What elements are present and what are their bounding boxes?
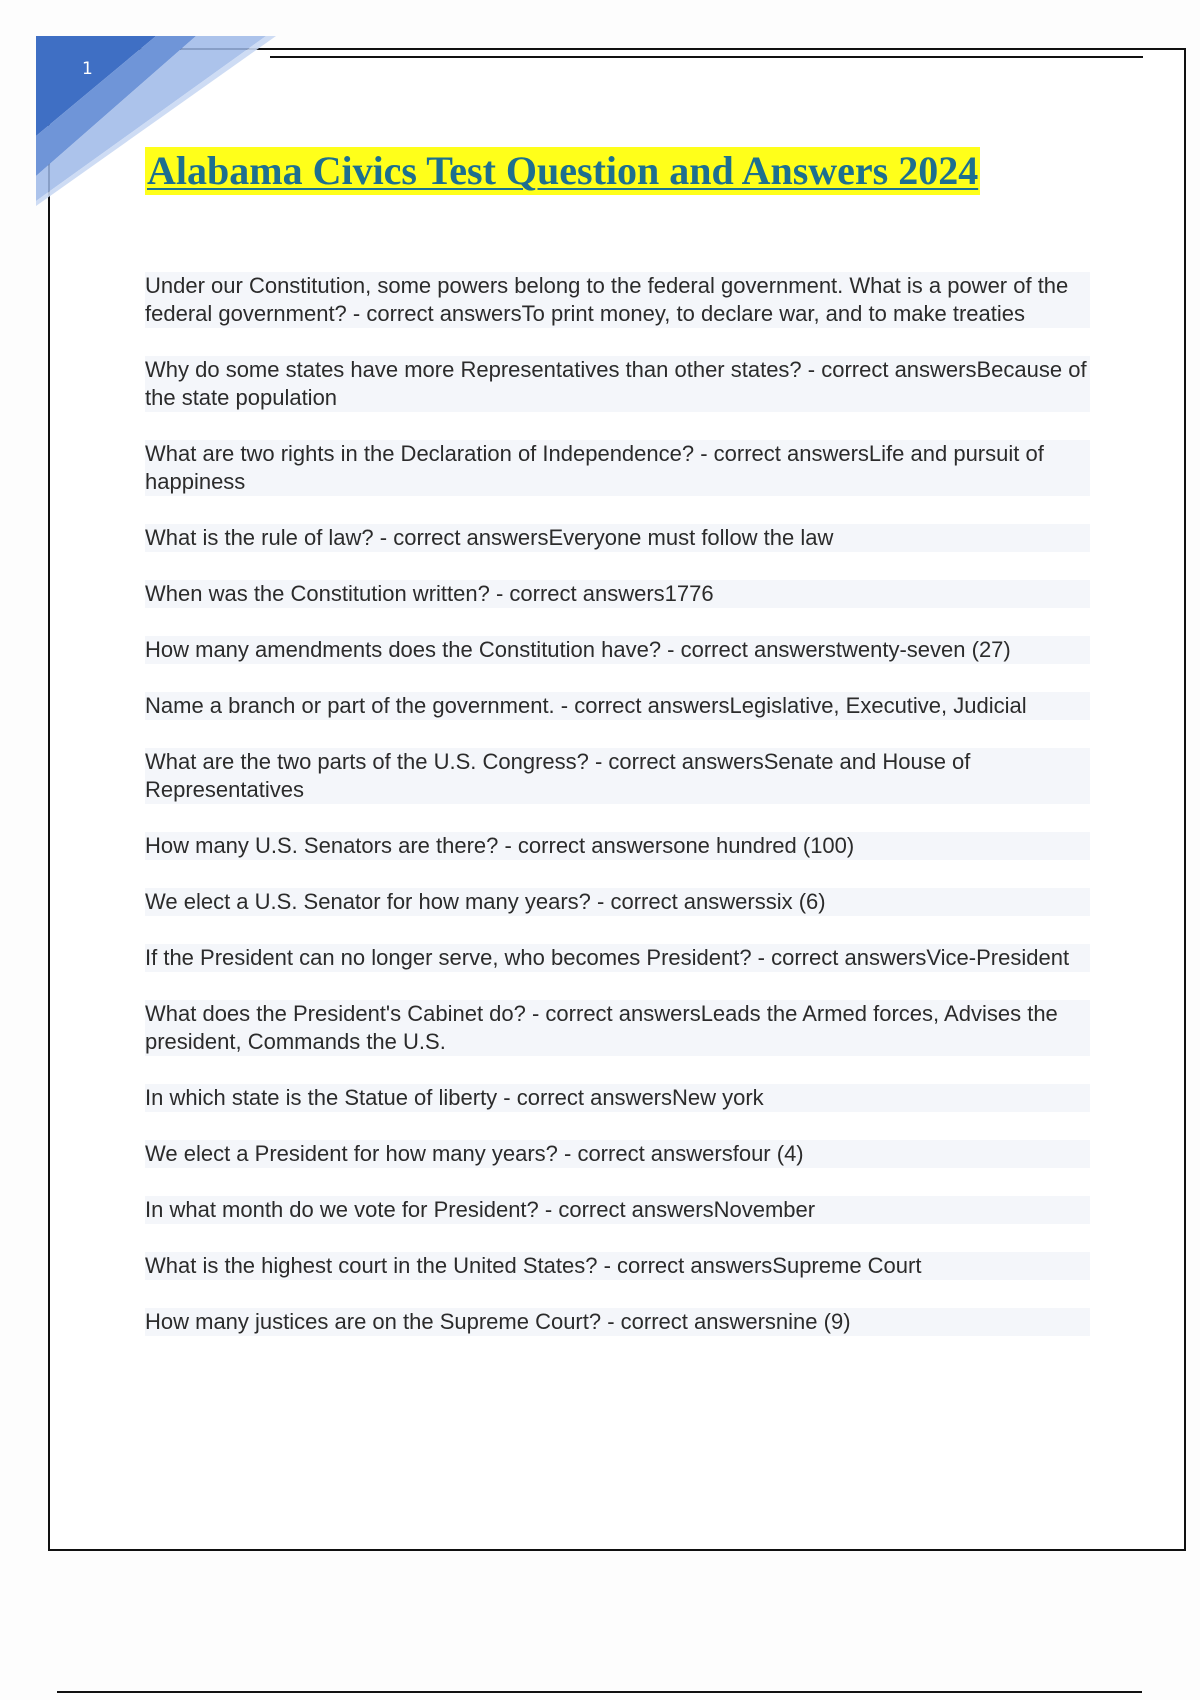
qa-item: If the President can no longer serve, who becomes President? - correct answersVice-President <box>145 944 1090 972</box>
header-rule <box>270 56 1143 58</box>
qa-item: What does the President's Cabinet do? - correct answersLeads the Armed forces, Advises the president, Commands the U.S. <box>145 1000 1090 1056</box>
title-block <box>145 147 1075 195</box>
page-number: 1 <box>82 59 93 79</box>
qa-item: What is the highest court in the United States? - correct answersSupreme Court <box>145 1252 1090 1280</box>
qa-item: What are two rights in the Declaration of Independence? - correct answersLife and pursuit of happiness <box>145 440 1090 496</box>
qa-item: We elect a U.S. Senator for how many years? - correct answerssix (6) <box>145 888 1090 916</box>
qa-item: How many amendments does the Constitution have? - correct answerstwenty-seven (27) <box>145 636 1090 664</box>
qa-item: Name a branch or part of the government. - correct answersLegislative, Executive, Judicial <box>145 692 1090 720</box>
qa-item: In which state is the Statue of liberty - correct answersNew york <box>145 1084 1090 1112</box>
qa-item: We elect a President for how many years? - correct answersfour (4) <box>145 1140 1090 1168</box>
qa-item: When was the Constitution written? - correct answers1776 <box>145 580 1090 608</box>
qa-item: What are the two parts of the U.S. Congress? - correct answersSenate and House of Representatives <box>145 748 1090 804</box>
qa-item: In what month do we vote for President? - correct answersNovember <box>145 1196 1090 1224</box>
qa-item: Under our Constitution, some powers belong to the federal government. What is a power of the federal government? - correct answersTo print money, to declare war, and to make treaties <box>145 272 1090 328</box>
document-title: Alabama Civics Test Question and Answers 2024 <box>147 148 979 193</box>
qa-item: How many justices are on the Supreme Court? - correct answersnine (9) <box>145 1308 1090 1336</box>
qa-list <box>145 272 1090 1364</box>
qa-item: How many U.S. Senators are there? - correct answersone hundred (100) <box>145 832 1090 860</box>
qa-item: Why do some states have more Representatives than other states? - correct answersBecause of the state population <box>145 356 1090 412</box>
qa-item: What is the rule of law? - correct answersEveryone must follow the law <box>145 524 1090 552</box>
footer-rule <box>57 1691 1142 1693</box>
